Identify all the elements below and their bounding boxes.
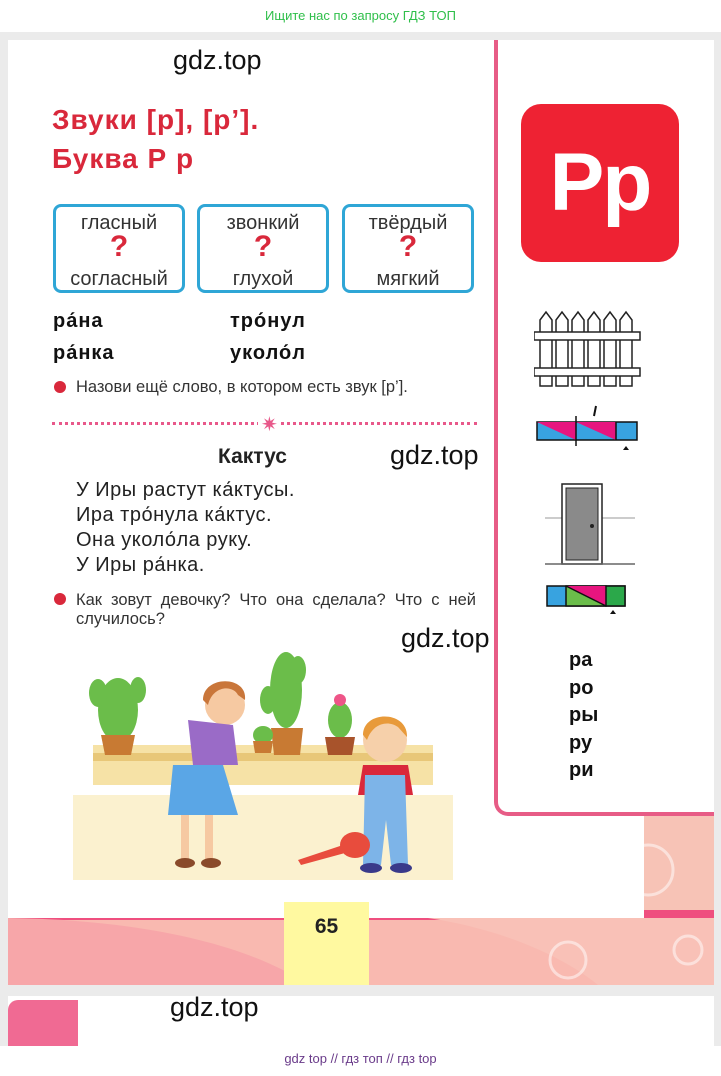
- watermark: gdz.top: [173, 45, 262, 75]
- watermark: gdz.top: [170, 992, 259, 1022]
- card-bottom: согласный: [70, 268, 168, 290]
- fence-picture: [534, 310, 644, 390]
- card-bottom: мягкий: [376, 268, 440, 290]
- word: тро́нул: [230, 310, 306, 332]
- card-hard-soft: [342, 204, 474, 293]
- card-top: твёрдый: [368, 212, 448, 234]
- sound-scheme-door: [546, 580, 631, 620]
- question-mark: ?: [253, 230, 273, 263]
- watermark: gdz.top: [401, 623, 490, 653]
- poem-title: Кактус: [218, 445, 287, 468]
- textbook-page: [8, 40, 714, 985]
- card-voiced-voiceless: [197, 204, 329, 293]
- syllable: ри: [569, 759, 594, 781]
- poem: [76, 478, 295, 578]
- star-icon: ✷: [258, 412, 281, 437]
- syllable: ры: [569, 704, 599, 726]
- search-banner: Ищите нас по запросу ГДЗ ТОП: [0, 0, 721, 32]
- word: ра́на: [53, 310, 104, 332]
- syllable: ро: [569, 676, 594, 699]
- bullet-icon: [54, 381, 66, 393]
- card-bottom: глухой: [232, 268, 294, 290]
- illustration-girl-boy-cactus: [73, 645, 453, 880]
- syllable: ру: [569, 731, 593, 754]
- lesson-title: [52, 100, 259, 178]
- watermark: gdz.top: [390, 440, 479, 470]
- bullet-icon: [54, 593, 66, 605]
- letter-card: Рр: [521, 104, 679, 262]
- question-mark: ?: [109, 230, 129, 263]
- footer-links[interactable]: gdz top // гдз топ // гдз top: [0, 1046, 721, 1076]
- question-mark: ?: [398, 230, 418, 263]
- word: уколо́л: [230, 342, 306, 364]
- page-number: 65: [284, 902, 369, 985]
- title-letter: Буква Р р: [52, 143, 195, 174]
- poem-line: У Иры растут ка́ктусы.: [76, 479, 295, 501]
- syllable: ра: [569, 649, 593, 671]
- poem-line: У Иры ра́нка.: [76, 554, 205, 576]
- sound-scheme-fence: [536, 402, 641, 452]
- title-sounds: Звуки [р], [р’].: [52, 104, 260, 135]
- poem-line: Ира тро́нула ка́ктус.: [76, 504, 273, 526]
- poem-line: Она уколо́ла руку.: [76, 529, 253, 551]
- task-questions: Как зовут девочку? Что она сделала? Что с ней случилось?: [76, 591, 476, 628]
- card-vowel-consonant: [53, 204, 185, 293]
- next-page-preview: [8, 992, 714, 1046]
- syllables-list: [569, 647, 598, 785]
- next-page-pink-tab: [8, 1000, 78, 1046]
- word: ра́нка: [53, 342, 115, 364]
- card-top: звонкий: [226, 212, 300, 234]
- door-picture: [545, 480, 635, 570]
- card-top: гласный: [80, 212, 158, 234]
- task-name-word: Назови ещё слово, в котором есть звук [р’].: [76, 378, 408, 396]
